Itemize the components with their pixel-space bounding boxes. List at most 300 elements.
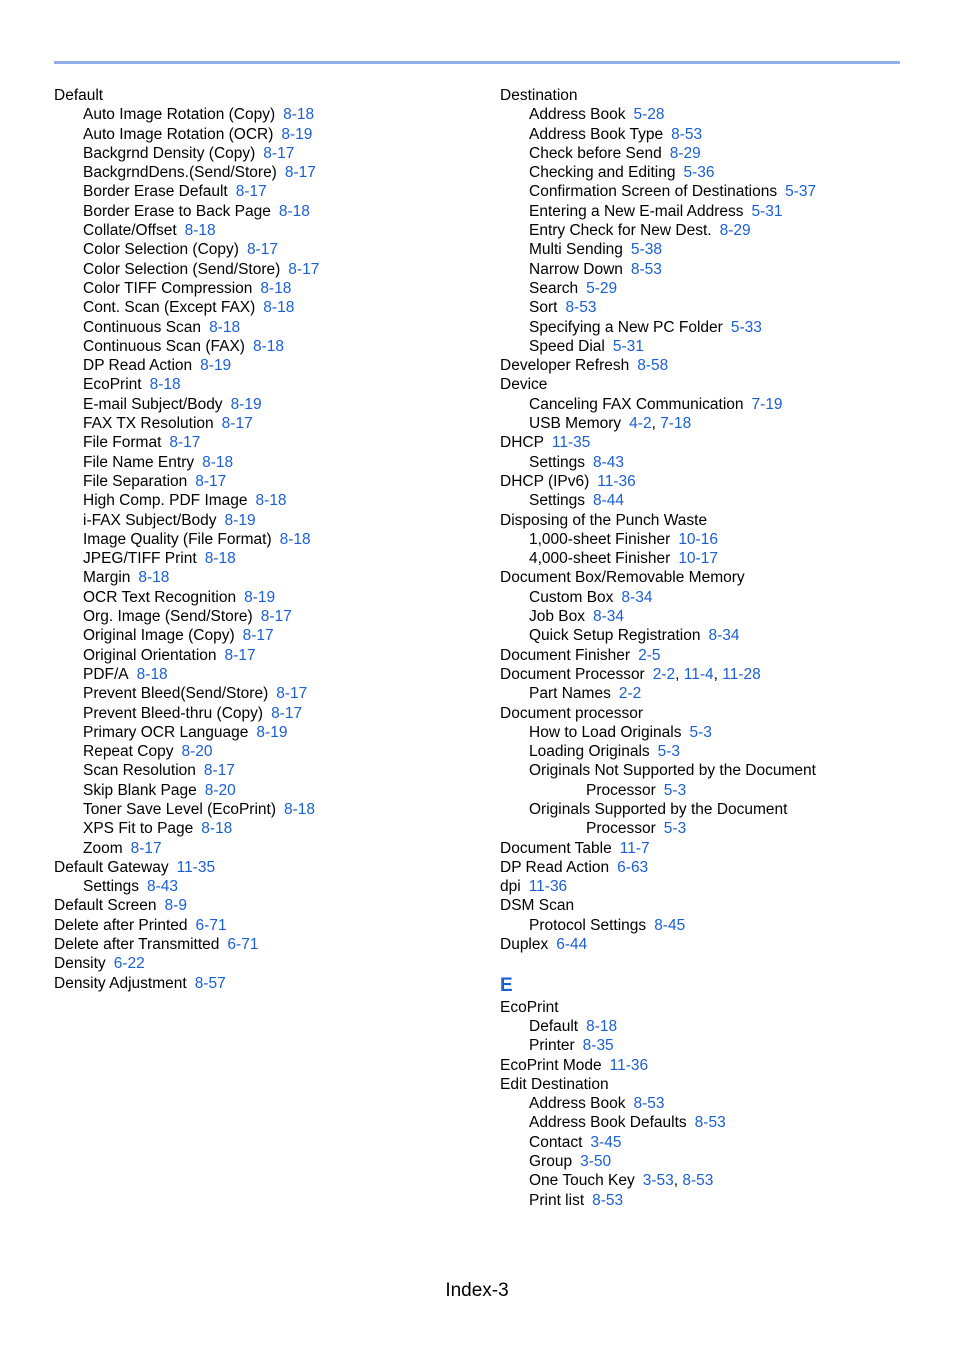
index-term: EcoPrint xyxy=(500,998,559,1016)
index-term: Settings xyxy=(529,492,586,510)
index-entry xyxy=(500,221,900,240)
index-entry xyxy=(500,626,900,645)
page-link[interactable]: 8-19 xyxy=(230,395,262,413)
index-entry xyxy=(500,1152,900,1171)
page-refs xyxy=(631,261,662,278)
page-ref-separator: , xyxy=(713,665,723,683)
index-entry xyxy=(500,896,900,915)
index-term: Checking and Editing xyxy=(529,164,676,182)
index-entry xyxy=(54,665,474,684)
index-entry xyxy=(54,858,474,877)
page-link[interactable]: 11-36 xyxy=(528,878,568,896)
index-term: Processor xyxy=(586,781,656,799)
index-term: EcoPrint xyxy=(83,376,142,394)
page-link[interactable]: 5-37 xyxy=(785,183,817,201)
index-entry xyxy=(500,761,900,780)
page-refs xyxy=(556,936,587,953)
page-link[interactable]: 8-17 xyxy=(203,762,235,780)
page-link[interactable]: 8-35 xyxy=(582,1037,614,1055)
index-entry xyxy=(500,144,900,163)
index-term: Document Processor xyxy=(500,665,645,683)
page-link[interactable]: 6-71 xyxy=(227,936,259,954)
page-link[interactable]: 5-28 xyxy=(633,106,665,124)
index-spacer xyxy=(500,954,900,973)
page-refs xyxy=(137,666,168,683)
page-link[interactable]: 8-43 xyxy=(147,878,179,896)
page-link[interactable]: 8-17 xyxy=(260,608,292,626)
index-term: JPEG/TIFF Print xyxy=(83,550,197,568)
page-link[interactable]: 8-17 xyxy=(284,164,316,182)
index-term: BackgrndDens.(Send/Store) xyxy=(83,164,277,182)
page-refs xyxy=(634,106,665,123)
index-entry xyxy=(54,839,474,858)
index-entry xyxy=(500,1113,900,1132)
index-entry xyxy=(54,182,474,201)
index-entry xyxy=(54,607,474,626)
index-term: Part Names xyxy=(529,685,611,703)
page-link[interactable]: 8-18 xyxy=(138,569,170,587)
page-link[interactable]: 8-34 xyxy=(593,608,625,626)
index-term: High Comp. PDF Image xyxy=(83,492,248,510)
page-link[interactable]: 10-17 xyxy=(678,550,718,568)
page-refs xyxy=(720,222,751,239)
index-term: Narrow Down xyxy=(529,260,623,278)
page-refs xyxy=(678,550,718,567)
index-entry xyxy=(500,858,900,877)
index-term: Default Screen xyxy=(54,897,157,915)
index-term: FAX TX Resolution xyxy=(83,415,214,433)
page-refs xyxy=(276,685,307,702)
page-refs xyxy=(586,280,617,297)
index-term: Custom Box xyxy=(529,588,614,606)
index-term: File Separation xyxy=(83,472,188,490)
index-entry xyxy=(500,182,900,201)
index-entry xyxy=(54,105,474,124)
index-entry xyxy=(500,800,900,819)
index-term: Canceling FAX Communication xyxy=(529,395,744,413)
page-refs xyxy=(653,666,761,683)
page-link[interactable]: 8-19 xyxy=(200,357,232,375)
page-link[interactable]: 3-50 xyxy=(580,1153,612,1171)
index-term: Border Erase to Back Page xyxy=(83,202,271,220)
page-refs xyxy=(634,1095,665,1112)
index-entry xyxy=(54,530,474,549)
page-link[interactable]: 8-19 xyxy=(256,723,288,741)
index-term: Color TIFF Compression xyxy=(83,279,253,297)
page-refs xyxy=(204,762,235,779)
page-link[interactable]: 11-36 xyxy=(597,472,636,490)
page-refs xyxy=(169,434,200,451)
index-entry xyxy=(500,1171,900,1190)
index-entry xyxy=(54,974,474,993)
page-refs xyxy=(279,203,310,220)
page-refs xyxy=(620,840,650,857)
page-refs xyxy=(671,126,702,143)
index-entry xyxy=(500,105,900,124)
page-refs xyxy=(244,589,275,606)
page-refs xyxy=(280,531,311,548)
index-term: Document Table xyxy=(500,839,612,857)
page-link[interactable]: 3-45 xyxy=(590,1133,622,1151)
index-term: Default Gateway xyxy=(54,858,169,876)
index-term: Repeat Copy xyxy=(83,743,174,761)
page-link[interactable]: 2-2 xyxy=(652,665,676,683)
index-entry xyxy=(500,588,900,607)
page-link[interactable]: 6-71 xyxy=(195,916,227,934)
index-term: Settings xyxy=(529,453,586,471)
page-link[interactable]: 8-17 xyxy=(242,627,274,645)
index-term: EcoPrint Mode xyxy=(500,1056,602,1074)
index-entry xyxy=(54,433,474,452)
page-refs xyxy=(731,319,762,336)
index-entry xyxy=(54,279,474,298)
page-link[interactable]: 6-22 xyxy=(113,955,145,973)
index-entry xyxy=(54,646,474,665)
index-term: Device xyxy=(500,376,548,394)
page-link[interactable]: 5-38 xyxy=(630,241,662,259)
page-refs xyxy=(201,820,232,837)
page-link[interactable]: 10-16 xyxy=(678,530,718,548)
index-term: Prevent Bleed-thru (Copy) xyxy=(83,704,264,722)
index-entry xyxy=(500,646,900,665)
page-link[interactable]: 8-53 xyxy=(671,125,703,143)
page-link[interactable]: 8-53 xyxy=(633,1095,665,1113)
index-entry xyxy=(54,356,474,375)
page-refs xyxy=(247,241,278,258)
index-term: 1,000-sheet Finisher xyxy=(529,530,671,548)
page-link[interactable]: 8-18 xyxy=(283,800,316,818)
index-entry xyxy=(500,568,900,587)
index-entry xyxy=(54,86,474,105)
index-term: Auto Image Rotation (OCR) xyxy=(83,125,274,143)
page-link[interactable]: 8-19 xyxy=(224,511,256,529)
page-refs xyxy=(629,415,691,432)
page-link[interactable]: 8-18 xyxy=(586,1017,618,1035)
index-term: Contact xyxy=(529,1133,583,1151)
index-entry xyxy=(54,761,474,780)
page-link[interactable]: 8-43 xyxy=(593,453,625,471)
page-link[interactable]: 11-7 xyxy=(619,839,650,857)
page-link[interactable]: 8-53 xyxy=(694,1114,726,1132)
page-link[interactable]: 8-18 xyxy=(204,550,236,568)
page-refs xyxy=(205,782,236,799)
page-refs xyxy=(236,183,267,200)
index-term: Original Image (Copy) xyxy=(83,627,235,645)
index-term: PDF/A xyxy=(83,665,129,683)
page-link[interactable]: 2-2 xyxy=(618,685,642,703)
page-link[interactable]: 8-18 xyxy=(202,453,234,471)
page-link[interactable]: 8-17 xyxy=(246,241,278,259)
page-refs xyxy=(225,647,256,664)
page-link[interactable]: 6-44 xyxy=(556,936,588,954)
page-link[interactable]: 8-17 xyxy=(288,260,320,278)
index-term: i-FAX Subject/Body xyxy=(83,511,217,529)
page-link[interactable]: 8-58 xyxy=(637,357,669,375)
index-term: Address Book xyxy=(529,106,626,124)
page-link[interactable]: 8-17 xyxy=(195,472,227,490)
index-term: Continuous Scan (FAX) xyxy=(83,337,245,355)
index-entry xyxy=(54,568,474,587)
page-link[interactable]: 5-33 xyxy=(730,318,762,336)
index-entry xyxy=(54,318,474,337)
page-refs xyxy=(590,1134,621,1151)
page-refs xyxy=(225,512,256,529)
page-link[interactable]: 8-17 xyxy=(235,183,267,201)
page-refs xyxy=(195,975,226,992)
page-link[interactable]: 8-19 xyxy=(244,588,276,606)
index-entry xyxy=(54,588,474,607)
index-term: Quick Setup Registration xyxy=(529,627,701,645)
index-term: Check before Send xyxy=(529,144,662,162)
page-link[interactable]: 5-31 xyxy=(751,202,783,220)
page-link[interactable]: 8-18 xyxy=(149,376,181,394)
page-link[interactable]: 5-29 xyxy=(586,279,618,297)
page-refs xyxy=(597,473,636,490)
page-ref-separator: , xyxy=(651,415,661,433)
index-entry xyxy=(54,819,474,838)
index-term: Org. Image (Send/Store) xyxy=(83,608,253,626)
index-entry xyxy=(500,1191,900,1210)
page-refs xyxy=(670,145,701,162)
page-refs xyxy=(637,357,668,374)
index-entry xyxy=(500,511,900,530)
index-entry xyxy=(500,742,900,761)
index-entry xyxy=(54,260,474,279)
page-refs xyxy=(654,917,685,934)
page-link[interactable]: 8-18 xyxy=(201,820,233,838)
page-refs xyxy=(552,434,591,451)
page-link[interactable]: 8-19 xyxy=(281,125,313,143)
index-entry xyxy=(500,1075,900,1094)
page-link[interactable]: 7-18 xyxy=(660,415,692,433)
page-link[interactable]: 8-18 xyxy=(184,222,216,240)
index-entry xyxy=(500,433,900,452)
index-entry xyxy=(54,453,474,472)
page-link[interactable]: 8-18 xyxy=(255,492,287,510)
page-link[interactable]: 11-35 xyxy=(176,858,216,876)
page-link[interactable]: 8-18 xyxy=(136,665,168,683)
index-term: Specifying a New PC Folder xyxy=(529,318,723,336)
page-link[interactable]: 8-17 xyxy=(271,704,303,722)
page-link[interactable]: 8-34 xyxy=(708,627,740,645)
index-term: Color Selection (Copy) xyxy=(83,241,239,259)
page-refs xyxy=(181,743,212,760)
index-term: Original Orientation xyxy=(83,646,217,664)
index-entry xyxy=(500,318,900,337)
index-entry xyxy=(500,240,900,259)
page-refs xyxy=(283,106,314,123)
page-link[interactable]: 8-34 xyxy=(621,588,653,606)
index-entry xyxy=(500,491,900,510)
page-link[interactable]: 5-31 xyxy=(612,337,644,355)
page-link[interactable]: 8-9 xyxy=(164,897,187,915)
page-link[interactable]: 8-29 xyxy=(669,144,701,162)
index-term: Cont. Scan (Except FAX) xyxy=(83,299,256,317)
page-refs xyxy=(690,724,712,741)
index-entry xyxy=(54,916,474,935)
page-refs xyxy=(593,454,624,471)
index-term: Group xyxy=(529,1153,573,1171)
page-link[interactable]: 8-20 xyxy=(204,781,236,799)
page-link[interactable]: 8-18 xyxy=(209,318,241,336)
page-link[interactable]: 5-36 xyxy=(683,164,715,182)
page-link[interactable]: 8-17 xyxy=(221,415,253,433)
page-link[interactable]: 8-18 xyxy=(252,337,285,355)
page-refs xyxy=(621,589,652,606)
page-refs xyxy=(583,1037,614,1054)
index-entry xyxy=(500,916,900,935)
index-term: Auto Image Rotation (Copy) xyxy=(83,106,276,124)
index-entry xyxy=(54,125,474,144)
index-term: OCR Text Recognition xyxy=(83,588,237,606)
page-link[interactable]: 8-20 xyxy=(181,743,213,761)
page-refs xyxy=(150,376,181,393)
page-link[interactable]: 8-45 xyxy=(654,916,686,934)
page-refs xyxy=(684,164,715,181)
page-refs xyxy=(613,338,644,355)
page-refs xyxy=(147,878,178,895)
page-refs xyxy=(592,1192,623,1209)
index-term: DP Read Action xyxy=(500,858,610,876)
index-term: Primary OCR Language xyxy=(83,723,249,741)
page-link[interactable]: 8-18 xyxy=(279,530,311,548)
index-entry xyxy=(500,1036,900,1055)
page-refs xyxy=(222,415,253,432)
index-term: Protocol Settings xyxy=(529,916,647,934)
page-link[interactable]: 8-53 xyxy=(682,1172,714,1190)
page-refs xyxy=(285,164,316,181)
index-term: Originals Not Supported by the Document xyxy=(529,762,816,780)
index-term: Image Quality (File Format) xyxy=(83,530,272,548)
index-term: Multi Sending xyxy=(529,241,623,259)
index-term: Document Finisher xyxy=(500,646,631,664)
page-link[interactable]: 8-18 xyxy=(260,279,292,297)
page-link[interactable]: 8-18 xyxy=(263,299,295,317)
index-entry xyxy=(500,781,900,800)
index-entry xyxy=(54,202,474,221)
index-term: Toner Save Level (EcoPrint) xyxy=(83,800,276,818)
index-term: Delete after Transmitted xyxy=(54,936,220,954)
index-term: USB Memory xyxy=(529,415,622,433)
page-ref-separator: , xyxy=(675,665,684,683)
index-entry xyxy=(500,453,900,472)
index-term: Entering a New E-mail Address xyxy=(529,202,744,220)
page-link[interactable]: 8-17 xyxy=(169,434,201,452)
page-refs xyxy=(664,820,686,837)
page-refs xyxy=(231,396,262,413)
index-entry xyxy=(500,549,900,568)
page-link[interactable]: 8-53 xyxy=(565,299,597,317)
index-term: Edit Destination xyxy=(500,1075,609,1093)
page-link[interactable]: 2-5 xyxy=(638,646,661,664)
page-link[interactable]: 5-3 xyxy=(663,820,687,838)
page-refs xyxy=(708,627,739,644)
index-term: Duplex xyxy=(500,936,549,954)
page-link[interactable]: 7-19 xyxy=(751,395,783,413)
index-entry xyxy=(500,1056,900,1075)
index-term: DSM Scan xyxy=(500,897,575,915)
page-link[interactable]: 8-17 xyxy=(276,685,308,703)
index-term: Density xyxy=(54,955,106,973)
page-link[interactable]: 8-17 xyxy=(263,144,295,162)
index-term: Originals Supported by the Document xyxy=(529,800,788,818)
page-refs xyxy=(695,1114,726,1131)
page-link[interactable]: 4-2 xyxy=(629,415,652,433)
page-link[interactable]: 8-53 xyxy=(592,1191,624,1209)
page-link[interactable]: 6-63 xyxy=(617,858,649,876)
index-term: Continuous Scan xyxy=(83,318,202,336)
page-refs xyxy=(284,801,315,818)
index-column-left xyxy=(54,86,474,993)
index-entry xyxy=(500,723,900,742)
page-refs xyxy=(281,126,312,143)
index-term: File Format xyxy=(83,434,162,452)
page-refs xyxy=(114,955,145,972)
page-refs xyxy=(256,492,287,509)
index-term: Entry Check for New Dest. xyxy=(529,222,712,240)
page-link[interactable]: 11-28 xyxy=(722,665,761,683)
page-refs xyxy=(580,1153,611,1170)
index-term: Collate/Offset xyxy=(83,222,177,240)
index-entry xyxy=(500,86,900,105)
index-entry xyxy=(54,626,474,645)
page-refs xyxy=(196,917,227,934)
index-term: dpi xyxy=(500,878,521,896)
index-entry xyxy=(54,954,474,973)
page-refs xyxy=(529,878,568,895)
page-link[interactable]: 11-35 xyxy=(551,434,591,452)
index-term: DHCP (IPv6) xyxy=(500,472,590,490)
index-entry xyxy=(54,877,474,896)
index-term: Address Book Type xyxy=(529,125,664,143)
page-link[interactable]: 5-3 xyxy=(657,743,681,761)
page-refs xyxy=(165,897,187,914)
page-refs xyxy=(263,299,294,316)
page-link[interactable]: 8-18 xyxy=(283,106,315,124)
index-entry xyxy=(500,839,900,858)
page-link[interactable]: 8-57 xyxy=(194,974,226,992)
page-number: Index-3 xyxy=(445,1280,509,1301)
page-link[interactable]: 5-3 xyxy=(689,723,712,741)
index-entry xyxy=(54,240,474,259)
page-refs xyxy=(617,859,648,876)
page-link[interactable]: 5-3 xyxy=(663,781,687,799)
index-entry xyxy=(54,723,474,742)
index-term: Document Box/Removable Memory xyxy=(500,569,745,587)
index-term: Density Adjustment xyxy=(54,974,187,992)
page-link[interactable]: 11-4 xyxy=(683,665,714,683)
page-refs xyxy=(288,261,319,278)
index-entry xyxy=(500,819,900,838)
page-link[interactable]: 8-17 xyxy=(224,646,256,664)
page-link[interactable]: 8-18 xyxy=(278,202,310,220)
page-ref-separator: , xyxy=(673,1172,683,1190)
page-link[interactable]: 11-36 xyxy=(609,1056,649,1074)
index-entry xyxy=(500,1133,900,1152)
page-link[interactable]: 8-53 xyxy=(630,260,662,278)
page-refs xyxy=(138,569,169,586)
index-column-right xyxy=(500,86,900,1210)
index-entry xyxy=(54,742,474,761)
page-link[interactable]: 8-29 xyxy=(719,222,751,240)
page-link[interactable]: 3-53 xyxy=(642,1172,674,1190)
page-refs xyxy=(586,1018,617,1035)
page-link[interactable]: 8-44 xyxy=(593,492,625,510)
page-link[interactable]: 8-17 xyxy=(130,839,162,857)
index-letter-heading: E xyxy=(500,974,513,996)
index-term: File Name Entry xyxy=(83,453,195,471)
index-term: Printer xyxy=(529,1037,575,1055)
